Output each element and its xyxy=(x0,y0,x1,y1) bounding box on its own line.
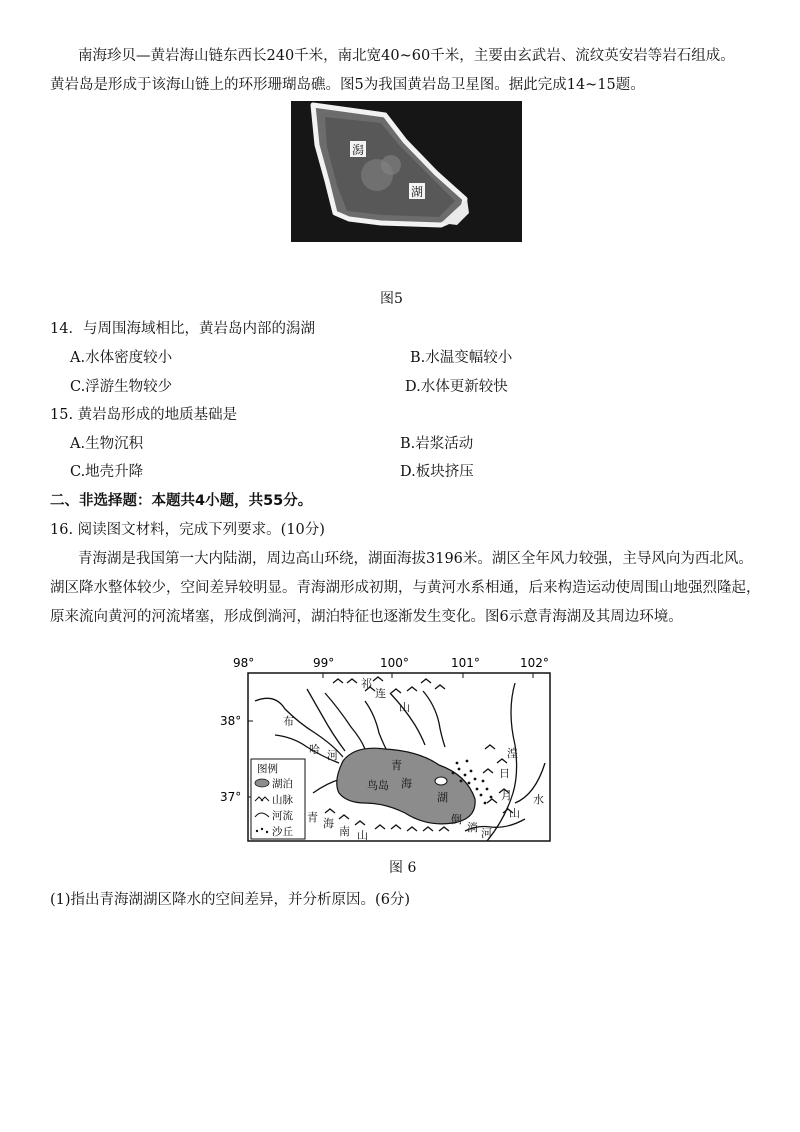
label-qi: 祁 xyxy=(361,677,372,690)
lagoon-label-bottom: 湖 xyxy=(410,185,424,199)
label-shan-east: 山 xyxy=(509,807,520,820)
figure5-caption: 图5 xyxy=(380,291,403,307)
qinghai-lake-map xyxy=(215,653,565,845)
label-qing: 青 xyxy=(391,759,402,772)
label-shui: 水 xyxy=(533,793,544,806)
lon-label-100: 100° xyxy=(380,656,409,670)
label-yue: 月 xyxy=(501,789,512,802)
legend-lake-symbol xyxy=(255,779,269,787)
lon-label-102: 102° xyxy=(520,656,549,670)
figure5-image xyxy=(291,101,522,242)
q14-option-b: B.水温变幅较小 xyxy=(410,350,513,366)
label-daotang-1: 倒 xyxy=(451,813,462,826)
lon-label-98: 98° xyxy=(233,656,255,670)
legend-dune: 沙丘 xyxy=(272,826,293,838)
label-he: 河 xyxy=(327,749,338,762)
lat-label-37: 37° xyxy=(220,790,242,804)
label-nanshan-1: 青 xyxy=(307,811,318,824)
label-lian: 连 xyxy=(375,687,386,700)
label-bu: 布 xyxy=(283,715,294,728)
legend-title: 图例 xyxy=(257,763,278,775)
q15-stem: 15. 黄岩岛形成的地质基础是 xyxy=(50,407,238,423)
figure6-map xyxy=(215,653,565,845)
label-huang: 湟 xyxy=(507,747,518,760)
q15-option-d: D.板块挤压 xyxy=(400,464,474,480)
huangyan-island-satellite xyxy=(291,101,522,242)
intro-line-1: 南海珍贝—黄岩海山链东西长240千米，南北宽40~60千米，主要由玄武岩、流纹英安岩等岩石组成。 xyxy=(78,48,735,64)
label-daotang-2: 淌 xyxy=(467,821,478,834)
q15-option-a: A.生物沉积 xyxy=(70,436,144,452)
q16-sub1: (1)指出青海湖湖区降水的空间差异，并分析原因。(6分) xyxy=(50,892,411,908)
q14-option-c: C.浮游生物较少 xyxy=(70,379,173,395)
q16-material: 青海湖是我国第一大内陆湖，周边高山环绕，湖面海拔3196米。湖区全年风力较强，主导风向为西北风。湖区降水整体较少，空间差异较明显。青海湖形成初期，与黄河水系相通，后来构造运动使周围山地强烈隆起，原来流向黄河的河流堵塞，形成倒淌河，湖泊特征也逐渐发生变化。图6示意青海湖及其周边环境。 xyxy=(50,551,761,625)
label-nanshan-3: 南 xyxy=(339,825,350,838)
lon-label-99: 99° xyxy=(313,656,335,670)
legend-river: 河流 xyxy=(272,810,293,822)
label-nanshan-2: 海 xyxy=(323,817,334,830)
label-ha: 哈 xyxy=(309,743,320,756)
map-legend xyxy=(251,759,305,839)
q14-option-a: A.水体密度较小 xyxy=(70,350,173,366)
label-hu: 湖 xyxy=(437,791,448,804)
q15-option-b: B.岩浆活动 xyxy=(400,436,474,452)
sandbar-island xyxy=(435,777,447,785)
q16-stem: 16. 阅读图文材料，完成下列要求。(10分) xyxy=(50,522,325,538)
legend-lake: 湖泊 xyxy=(272,778,293,790)
legend-mountain: 山脉 xyxy=(272,794,293,806)
lat-label-38: 38° xyxy=(220,714,242,728)
q15-option-c: C.地壳升降 xyxy=(70,464,144,480)
label-daotang-3: 河 xyxy=(481,827,492,840)
q14-option-d: D.水体更新较快 xyxy=(405,379,508,395)
section2-heading: 二、非选择题：本题共4小题，共55分。 xyxy=(50,493,313,509)
intro-line-2: 黄岩岛是形成于该海山链上的环形珊瑚岛礁。图5为我国黄岩岛卫星图。据此完成14~15题。 xyxy=(50,77,645,93)
lon-label-101: 101° xyxy=(451,656,480,670)
lagoon-label-top: 潟 xyxy=(351,143,365,157)
q14-stem: 14．与周围海域相比，黄岩岛内部的潟湖 xyxy=(50,321,315,337)
label-niaodao: 鸟岛 xyxy=(367,779,389,792)
label-shan-north: 山 xyxy=(399,701,410,714)
label-hai: 海 xyxy=(401,777,412,790)
label-ri: 日 xyxy=(499,767,510,780)
label-nanshan-4: 山 xyxy=(357,829,368,842)
figure6-caption: 图 6 xyxy=(389,860,417,876)
